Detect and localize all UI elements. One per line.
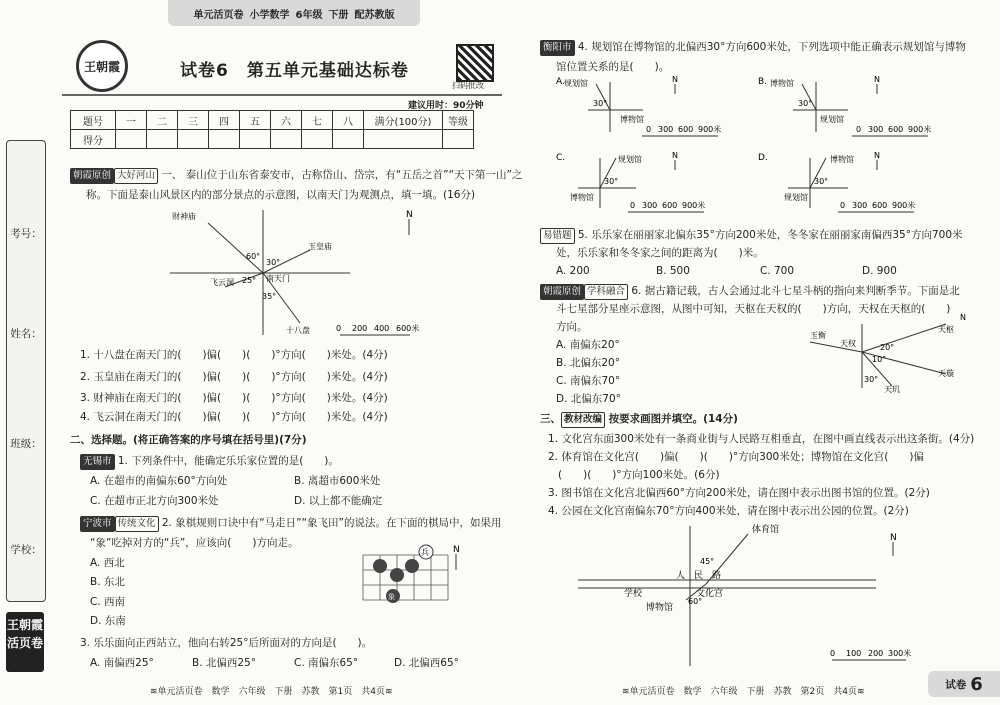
- q1-item-1[interactable]: 1. 十八盘在南天门的( )偏( )( )°方向( )米处。(4分): [80, 349, 388, 361]
- q2-s1-B[interactable]: B. 离超市600米处: [294, 475, 381, 487]
- q4-options[interactable]: [548, 72, 988, 222]
- q6-tag: 朝霞原创: [540, 284, 584, 300]
- diagram-label: 博物馆: [570, 193, 594, 202]
- score-input-cell[interactable]: [178, 130, 209, 149]
- score-input-cell[interactable]: [116, 130, 147, 149]
- chess-piece-icon: [373, 559, 387, 573]
- score-header-cell: 二: [147, 111, 178, 130]
- q1-text2: 称。下面是泰山风景区内的部分景点的示意图，以南天门为观测点，填一填。(16分): [86, 189, 476, 201]
- diagram-label: 300: [852, 201, 868, 210]
- banner-text: 单元活页卷: [193, 9, 244, 21]
- scale-200: 200: [352, 324, 368, 333]
- q2-s1-tag: 无锡市: [80, 454, 115, 470]
- q2-s2-text: 2. 象棋规则口诀中有“马走日”“象飞田”的说法。在下面的棋局中，如果用: [161, 517, 502, 529]
- q5-B[interactable]: B. 500: [656, 265, 690, 277]
- score-row-label: 得分: [71, 130, 116, 149]
- q4-tag: 衡阳市: [540, 40, 575, 56]
- diagram-label: 600: [662, 201, 678, 210]
- q3-item-3[interactable]: 3. 图书馆在文化宫北偏西60°方向200米处，请在图中表示出图书馆的位置。(2分): [548, 487, 930, 499]
- diagram-label: 600: [888, 125, 904, 134]
- kaohao-field[interactable]: 考号：: [10, 228, 42, 240]
- diagram-label: 规划馆: [820, 115, 844, 124]
- q2-s2-tag: 宁波市: [80, 516, 115, 532]
- q1-tag-topic: 大好河山: [114, 168, 158, 184]
- label-tianxuan: 天璇: [938, 369, 954, 378]
- diagram-label: 900米: [892, 201, 916, 210]
- brand-sub: 活页卷: [6, 636, 43, 650]
- north-label: N: [453, 545, 460, 555]
- diagram-label: 600: [872, 201, 888, 210]
- score-header-cell: 等级: [443, 111, 474, 130]
- banner-text: 6年级: [295, 9, 323, 21]
- angle-25: 25°: [242, 276, 257, 285]
- q2-s1-C[interactable]: C. 在超市正北方向300米处: [90, 495, 219, 507]
- q1-stem: [70, 168, 522, 184]
- q1-item-3[interactable]: 3. 财神庙在南天门的( )偏( )( )°方向( )米处。(4分): [80, 392, 388, 404]
- north-label: N: [890, 533, 897, 543]
- diagram-label: N: [672, 75, 678, 84]
- label-yuhuang: 玉皇庙: [308, 242, 332, 251]
- label-road: 人 民 路: [676, 571, 722, 581]
- q4-text: 4. 规划馆在博物馆的北偏西30°方向600米处，下列选项中能正确表示规划馆与博物: [577, 41, 966, 53]
- diagram-label: 0: [830, 649, 836, 658]
- score-input-cell[interactable]: [240, 130, 271, 149]
- score-input-cell[interactable]: [147, 130, 178, 149]
- q2-s3-B[interactable]: B. 北偏西25°: [192, 657, 256, 669]
- chess-piece-icon: [390, 568, 404, 582]
- score-header-cell: 四: [209, 111, 240, 130]
- score-header-cell: 七: [302, 111, 333, 130]
- angle-30: 30°: [864, 375, 879, 384]
- score-header-cell: 六: [271, 111, 302, 130]
- diagram-label: 300: [868, 125, 884, 134]
- banji-field[interactable]: 班级：: [10, 438, 42, 450]
- q4-stem: [540, 40, 966, 56]
- q4-opt-D: D.: [758, 153, 768, 163]
- diagram-label: 30°: [798, 99, 813, 108]
- q1-line-caishen: [208, 223, 263, 273]
- q1-item-2[interactable]: 2. 玉皇庙在南天门的( )偏( )( )°方向( )米处。(4分): [80, 371, 388, 383]
- q3-map: [576, 520, 916, 670]
- q2-s1-stem: [80, 454, 339, 470]
- q1-map: [150, 205, 450, 345]
- q2-s3-D[interactable]: D. 北偏西65°: [394, 657, 459, 669]
- score-header-cell: 五: [240, 111, 271, 130]
- score-input-cell[interactable]: [364, 130, 443, 149]
- brand-box: [6, 612, 44, 672]
- q6-text3: 方向。: [556, 321, 588, 333]
- logo: 王朝霞: [76, 40, 128, 92]
- qr-label: 扫码批改: [452, 81, 484, 90]
- q2-s2-stem: [80, 516, 502, 532]
- label-nantian: 南天门: [266, 274, 290, 283]
- q2-s2-D[interactable]: D. 东南: [90, 615, 126, 627]
- chess-board: [358, 540, 468, 610]
- q4-opt-C: C.: [556, 153, 566, 163]
- diagram-label: 30°: [814, 177, 829, 186]
- q3-item-2b[interactable]: ( )( )°方向100米处。(6分): [558, 469, 720, 481]
- q5-tag: 易错题: [540, 228, 575, 244]
- diagram-label: 100: [846, 649, 862, 658]
- top-banner: [168, 0, 420, 26]
- header-divider: [62, 92, 502, 98]
- angle-30: 30°: [266, 258, 281, 267]
- score-header-row: [71, 111, 474, 130]
- q6-tag2: 学科融合: [584, 284, 628, 300]
- diagram-label: 900米: [682, 201, 706, 210]
- banner-text: 配苏教版: [354, 9, 395, 21]
- north-label: N: [406, 210, 413, 220]
- q2-s1-D[interactable]: D. 以上都不能确定: [294, 495, 383, 507]
- score-input-cell[interactable]: [209, 130, 240, 149]
- q3-tag: 教材改编: [561, 412, 605, 428]
- q3-header: [540, 412, 738, 428]
- angle-35: 35°: [262, 292, 277, 301]
- label-bowu: 博物馆: [646, 603, 674, 613]
- brand-name: 王朝霞: [6, 618, 43, 632]
- diagram-label: N: [874, 151, 880, 160]
- diagram-label: 0: [646, 125, 652, 134]
- q5-stem: [540, 228, 963, 244]
- score-input-row: [71, 130, 474, 149]
- label-feiyun: 飞云洞: [210, 278, 234, 287]
- diagram-label: 900米: [698, 125, 722, 134]
- q3-item-1[interactable]: 1. 文化宫东面300米处有一条商业街与人民路互相垂直，在图中画直线表示出这条街。(4分): [548, 433, 975, 445]
- score-input-cell[interactable]: [443, 130, 474, 149]
- page-title: 试卷6 第五单元基础达标卷: [180, 61, 409, 81]
- q3-item-4[interactable]: 4. 公园在文化宫南偏东70°方向400米处，请在图中表示出公园的位置。(2分): [548, 505, 909, 517]
- diagram-label: 博物馆: [770, 79, 794, 88]
- q3-header-text: 按要求画图并填空。(14分): [608, 413, 738, 425]
- time-note: 建议用时：90分钟: [408, 101, 484, 111]
- north-label: N: [960, 313, 966, 322]
- label-tianshu: 天枢: [938, 325, 954, 334]
- page-tab-label: 试卷: [945, 678, 967, 691]
- score-header-cell: 题号: [71, 111, 116, 130]
- diagram-label: 30°: [604, 177, 619, 186]
- banner-text: 小学数学: [249, 9, 290, 21]
- qr-code-icon[interactable]: [456, 44, 494, 82]
- q4-opt-B: B.: [758, 77, 768, 87]
- scale-0: 0: [336, 324, 342, 333]
- page-tab-number: 6: [970, 673, 983, 695]
- xuexiao-field[interactable]: 学校：: [10, 544, 42, 556]
- q2-s1-A[interactable]: A. 在超市的南偏东60°方向处: [90, 475, 228, 487]
- q2-s3-C[interactable]: C. 南偏东65°: [294, 657, 359, 669]
- q6-text: 6. 据古籍记载，古人会通过北斗七星斗柄的指向来判断季节。下面是北: [631, 285, 960, 297]
- scale-600: 600米: [396, 324, 420, 333]
- q4-opt-A: A.: [556, 77, 565, 87]
- angle-20: 20°: [880, 343, 895, 352]
- diagram-label: 规划馆: [618, 155, 642, 164]
- label-xuexiao: 学校: [624, 589, 643, 599]
- score-header-cell: 八: [333, 111, 364, 130]
- q4-text2: 馆位置关系的是( )。: [556, 61, 670, 73]
- q2-s2-B[interactable]: B. 东北: [90, 576, 125, 588]
- q2-s3-stem: 3. 乐乐面向正西站立，他向右转25°后所面对的方向是( )。: [80, 637, 373, 649]
- q2-s3-A[interactable]: A. 南偏西25°: [90, 657, 154, 669]
- q3-header-num: 三、: [540, 413, 561, 425]
- scale-400: 400: [374, 324, 390, 333]
- q6-stem: [540, 284, 960, 300]
- q1-tag-original: 朝霞原创: [70, 168, 114, 184]
- q1-text: 一、 泰山位于山东省泰安市，古称岱山、岱宗，有“五岳之首”“天下第一山”之: [161, 169, 523, 181]
- footer-left: ≋单元活页卷 数学 六年级 下册 苏教 第1页 共4页≋: [150, 687, 393, 697]
- q5-text2: 处，乐乐家和冬冬家之间的距离为( )米。: [556, 247, 764, 259]
- label-tianji: 天玑: [884, 385, 900, 394]
- q2-s2-text2: “象”吃掉对方的“兵”，应该向( )方向走。: [90, 537, 299, 549]
- angle-60: 60°: [688, 597, 703, 606]
- diagram-label: 300米: [888, 649, 912, 658]
- label-tianquan: 天权: [840, 339, 856, 348]
- bing-label: 兵: [421, 548, 429, 557]
- q1-item-4[interactable]: 4. 飞云洞在南天门的( )偏( )( )°方向( )米处。(4分): [80, 411, 388, 423]
- q5-D[interactable]: D. 900: [862, 265, 897, 277]
- diagram-label: 300: [658, 125, 674, 134]
- score-table: [70, 110, 474, 149]
- diagram-label: N: [874, 75, 880, 84]
- q2-header: 二、选择题。(将正确答案的序号填在括号里)(7分): [70, 434, 307, 446]
- diagram-label: 博物馆: [830, 155, 854, 164]
- diagram-label: 900米: [908, 125, 932, 134]
- q6-A[interactable]: A. 南偏东20°: [556, 339, 620, 351]
- diagram-label: 规划馆: [784, 193, 808, 202]
- angle-45: 45°: [700, 557, 715, 566]
- chess-piece-icon: [405, 559, 419, 573]
- q2-s2-tag2: 传统文化: [115, 516, 159, 532]
- q5-text: 5. 乐乐家在丽丽家北偏东35°方向200米处，冬冬家在丽丽家南偏西35°方向700米: [577, 229, 963, 241]
- q6-text2: 斗七星部分星座示意图，从图中可知，天枢在天权的( )方向，天权在天枢的( ): [556, 303, 951, 315]
- diagram-label: 0: [630, 201, 636, 210]
- label-yuheng: 玉衡: [810, 331, 826, 340]
- score-input-cell[interactable]: [333, 130, 364, 149]
- angle-10: 10°: [872, 355, 887, 364]
- score-header-cell: 一: [116, 111, 147, 130]
- xiang-label: 象: [388, 593, 395, 601]
- diagram-label: 规划馆: [564, 79, 588, 88]
- label-caishen: 财神庙: [172, 212, 196, 221]
- diagram-label: N: [672, 151, 678, 160]
- diagram-label: 30°: [593, 99, 608, 108]
- q6-B[interactable]: B. 北偏东20°: [556, 357, 620, 369]
- footer-right: ≋单元活页卷 数学 六年级 下册 苏教 第2页 共4页≋: [622, 687, 865, 697]
- q6-D[interactable]: D. 北偏东70°: [556, 393, 621, 405]
- q5-C[interactable]: C. 700: [760, 265, 795, 277]
- binding-strip: [6, 140, 46, 602]
- diagram-label: 300: [642, 201, 658, 210]
- score-header-cell: 三: [178, 111, 209, 130]
- diagram-label: 0: [840, 201, 846, 210]
- diagram-label: 600: [678, 125, 694, 134]
- q5-A[interactable]: A. 200: [556, 265, 590, 277]
- angle-60: 60°: [246, 252, 261, 261]
- banner-text: 下册: [328, 9, 349, 21]
- label-wenhua: 文化宫: [696, 589, 724, 599]
- score-input-cell[interactable]: [302, 130, 333, 149]
- diagram-label: 0: [856, 125, 862, 134]
- label-tiyu: 体育馆: [752, 525, 780, 535]
- q3-item-2[interactable]: 2. 体育馆在文化宫( )偏( )( )°方向300米处；博物馆在文化宫( )偏: [548, 451, 924, 463]
- diagram-label: 200: [868, 649, 884, 658]
- xingming-field[interactable]: 姓名：: [10, 328, 42, 340]
- q2-s1-text: 1. 下列条件中，能确定乐乐家位置的是( )。: [117, 455, 339, 467]
- diagram-label: 博物馆: [620, 115, 644, 124]
- q2-s2-C[interactable]: C. 西南: [90, 596, 126, 608]
- q2-s2-A[interactable]: A. 西北: [90, 557, 125, 569]
- diagram-line: [862, 324, 946, 352]
- label-shiba: 十八盘: [286, 326, 310, 335]
- page-tab: [928, 671, 1000, 697]
- star-diagram: [800, 310, 980, 396]
- score-header-cell: 满分(100分): [364, 111, 443, 130]
- q6-C[interactable]: C. 南偏东70°: [556, 375, 621, 387]
- score-input-cell[interactable]: [271, 130, 302, 149]
